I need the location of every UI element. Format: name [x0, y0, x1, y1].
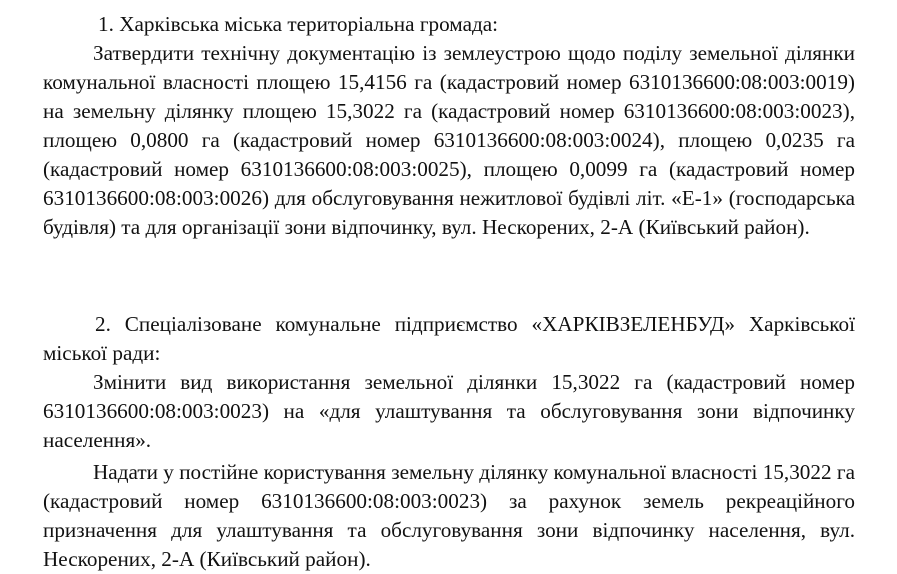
section-2-heading: 2. Спеціалізоване комунальне підприємство «ХАРКІВЗЕЛЕНБУД» Харківської міської ради: — [43, 312, 855, 365]
section-1-heading: 1. Харківська міська територіальна громада: — [98, 12, 499, 36]
section-2 — [43, 310, 855, 574]
section-2-paragraph-2: Надати у постійне користування земельну ділянку комунальної власності 15,3022 га (кадастровий номер 6310136600:08:003:0023) за рахунок земель рекреаційного призначення для улаштування та обслуговування зони відпочинку населення, вул. Нескорених, 2-А (Київський район). — [43, 460, 855, 571]
section-1 — [43, 10, 855, 242]
section-2-paragraph-1: Змінити вид використання земельної ділянки 15,3022 га (кадастровий номер 6310136600:08:003:0023) на «для улаштування та обслуговування зони відпочинку населення». — [43, 370, 855, 452]
section-1-paragraph: Затвердити технічну документацію із землеустрою щодо поділу земельної ділянки комунальної власності площею 15,4156 га (кадастровий номер 6310136600:08:003:0019) на земельну ділянку площею 15,3022 га (кадастровий номер 6310136600:08:003:0023), площею 0,0800 га (кадастровий номер 6310136600:08:003:0024), площею 0,0235 га (кадастровий номер 6310136600:08:003:0025), площею 0,0099 га (кадастровий номер 6310136600:08:003:0026) для обслуговування нежитлової будівлі літ. «Е-1» (господарська будівля) та для організації зони відпочинку, вул. Нескорених, 2-А (Київський район). — [43, 41, 855, 239]
